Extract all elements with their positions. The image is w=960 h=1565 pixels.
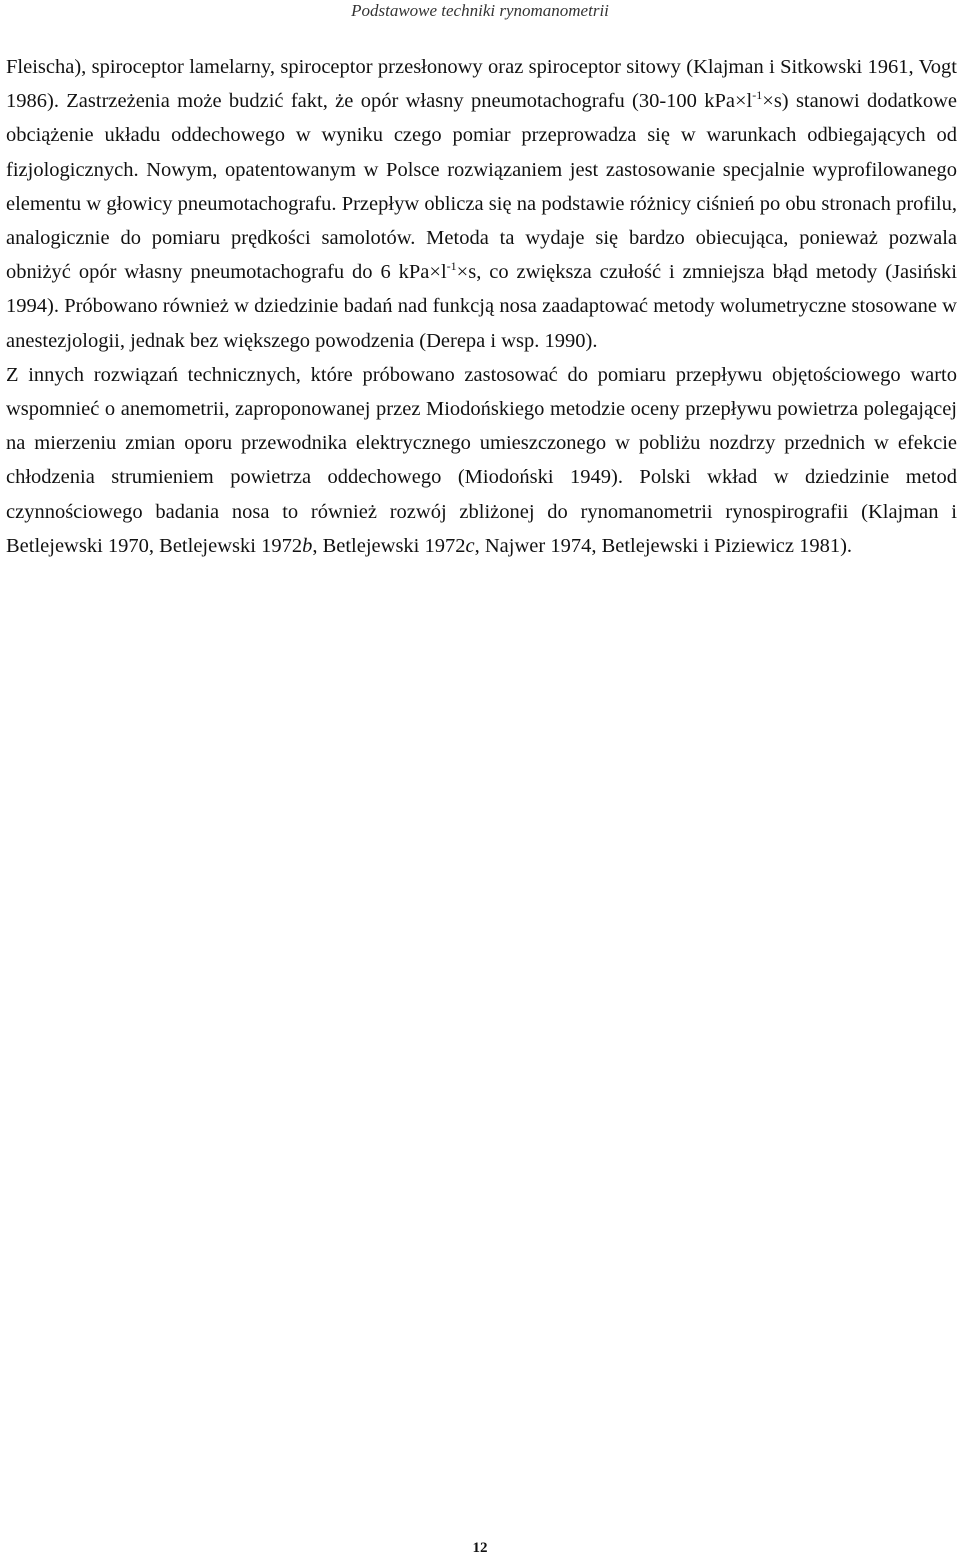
superscript-exponent: -1: [446, 259, 457, 274]
body-text: [6, 50, 957, 563]
paragraph-2-text-c: , Najwer 1974, Betlejewski i Piziewicz 1981).: [474, 534, 853, 557]
superscript-exponent: -1: [752, 88, 763, 103]
paragraph-2: [6, 358, 957, 563]
paragraph-1-text-a: Fleischa), spiroceptor lamelarny, spiroceptor przesłonowy oraz spiroceptor sitowy (Klajman i Sitkowski 1961, Vogt 1986). Zastrzeżenia może budzić fakt, że opór własny pneumotachografu (30-100 kPa×l: [6, 56, 957, 113]
paragraph-1: [6, 50, 957, 358]
paragraph-2-text-b: , Betlejewski 1972: [312, 534, 466, 557]
paragraph-1-text-b: ×s) stanowi dodatkowe obciążenie układu oddechowego w wyniku czego pomiar przeprowadza się w warunkach odbiegających od fizjologicznych. Nowym, opatentowanym w Polsce rozwiązaniem jest zastosowanie specjalnie wyprofilowanego elementu w głowicy pneumotachografu. Przepływ oblicza się na podstawie różnicy ciśnień po obu stronach profilu, analogicznie do pomiaru prędkości samolotów. Metoda ta wydaje się bardzo obiecująca, ponieważ pozwala obniżyć opór własny pneumotachografu do 6 kPa×l: [6, 90, 958, 284]
paragraph-2-text-a: Z innych rozwiązań technicznych, które próbowano zastosować do pomiaru przepływu objętościowego warto wspomnieć o anemometrii, zaproponowanej przez Miodońskiego metodzie oceny przepływu powietrza polegającej na mierzeniu zmian oporu przewodnika elektrycznego umieszczonego w pobliżu nozdrzy przednich w efekcie chłodzenia strumieniem powietrza oddechowego (Miodoński 1949). Polski wkład w dziedzinie metod czynnościowego badania nosa to również rozwój zbliżonej do rynomanometrii rynospirografii (Klajman i Betlejewski 1970, Betlejewski 1972: [6, 363, 957, 557]
page-number: 12: [472, 1540, 488, 1556]
italic-suffix: c: [465, 534, 475, 557]
italic-suffix: b: [302, 534, 313, 557]
running-header: Podstawowe techniki rynomanometrii: [351, 1, 609, 20]
paragraph-1-text-c: ×s, co zwiększa czułość i zmniejsza błąd metody (Jasiński 1994). Próbowano również w dziedzinie badań nad funkcją nosa zaadaptować metody wolumetryczne stosowane w anestezjologii, jednak bez większego powodzenia (Derepa i wsp. 1990).: [6, 261, 957, 352]
